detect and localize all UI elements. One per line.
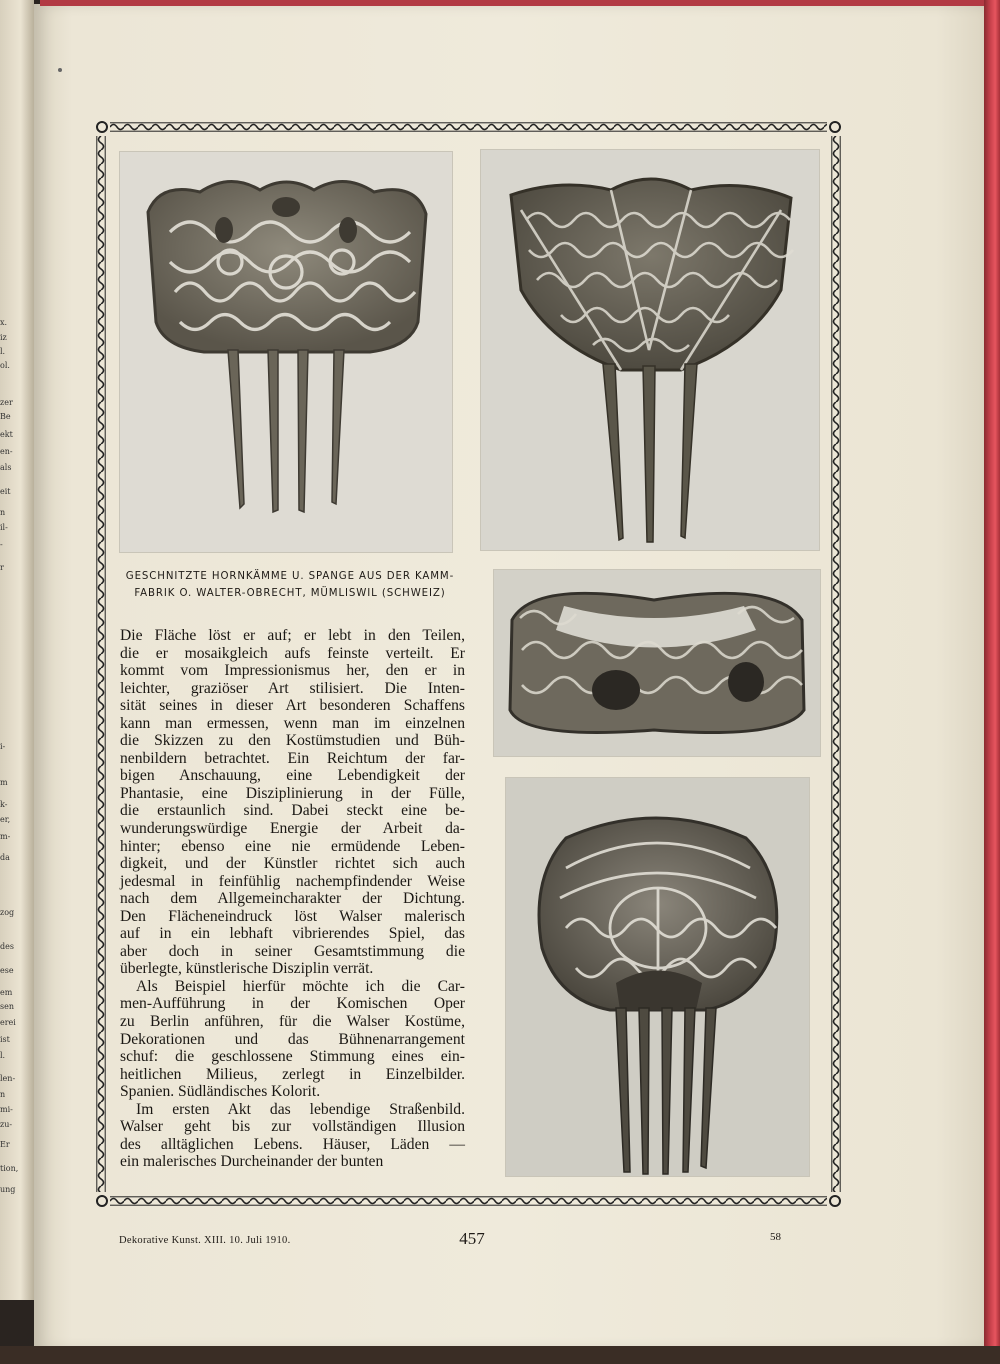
- previous-page-text-fragment: er,: [0, 815, 11, 824]
- text-line: heitlichen Milieus, zerlegt in Einzelbilder.: [120, 1065, 465, 1083]
- ink-spot: [58, 68, 62, 72]
- caption-line-2: FABRIK O. WALTER-OBRECHT, MÜMLISWIL (SCHWEIZ): [134, 588, 446, 599]
- previous-page-text-fragment: en-: [0, 447, 13, 456]
- previous-page-text-fragment: zer: [0, 398, 13, 407]
- previous-page-text-fragment: -: [0, 540, 3, 549]
- frame-corner-ornament: [96, 121, 108, 133]
- previous-page-text-fragment: ol.: [0, 361, 10, 370]
- previous-page-text-fragment: m-: [0, 832, 11, 841]
- text-line: kann man ermessen, wenn man im einzelnen: [120, 714, 465, 732]
- previous-page-text-fragment: i-: [0, 742, 6, 751]
- page-number: 457: [459, 1229, 485, 1248]
- frame-border-left: [96, 136, 106, 1192]
- frame-border-bottom: [110, 1196, 827, 1206]
- figure-caption: [120, 568, 460, 602]
- previous-page-text-fragment: da: [0, 853, 10, 862]
- text-line: die erstaunlich sind. Dabei steckt eine be-: [120, 802, 465, 820]
- text-line: die er mosaikgleich aufs feinste verteilt. Er: [120, 644, 465, 662]
- previous-page-text-fragment: zog: [0, 908, 15, 917]
- text-line: Spanien. Südländisches Kolorit.: [120, 1083, 321, 1101]
- text-line: bigen Anschauung, eine Lebendigkeit der: [120, 767, 465, 785]
- previous-page-text-fragment: ese: [0, 966, 14, 975]
- text-line: jedesmal in feinfühlig nachempfindender Weise: [120, 872, 465, 890]
- previous-page-text-fragment: ung: [0, 1185, 16, 1194]
- frame-border-right: [831, 136, 841, 1192]
- text-line: Im ersten Akt das lebendige Straßenbild.: [136, 1100, 465, 1118]
- previous-page-text-fragment: ekt: [0, 430, 13, 439]
- text-line: Phantasie, eine Disziplinierung in der Fülle,: [120, 784, 465, 802]
- previous-page-text-fragment: l.: [0, 1051, 6, 1060]
- previous-page-text-fragment: n: [0, 1090, 6, 1099]
- photo-horn-comb-four-teeth: [120, 152, 452, 552]
- text-line: schuf: die geschlossene Stimmung eines ein-: [120, 1048, 465, 1066]
- text-line: auf in ein lebhaft vibrierendes Spiel, das: [120, 925, 465, 943]
- previous-page-text-fragment: r: [0, 563, 4, 572]
- previous-page-text-fragment: Be: [0, 412, 11, 421]
- text-line: aber doch in seiner Gesamtstimmung die: [120, 942, 465, 960]
- frame-corner-ornament: [96, 1195, 108, 1207]
- previous-page-text-fragment: iz: [0, 333, 7, 342]
- previous-page-text-fragment: tion,: [0, 1164, 19, 1173]
- text-line: Als Beispiel hierfür möchte ich die Car-: [136, 977, 465, 995]
- text-line: Die Fläche löst er auf; er lebt in den Teilen,: [120, 627, 465, 644]
- previous-page-text-fragment: l.: [0, 347, 6, 356]
- text-line: kommt vom Impressionismus her, den er in: [120, 662, 465, 680]
- text-line: die Skizzen zu den Kostümstudien und Büh-: [120, 732, 465, 750]
- text-line: nach dem Allgemeincharakter der Dichtung.: [120, 890, 465, 908]
- previous-page-text-fragment: Er: [0, 1140, 10, 1149]
- text-line: Dekorationen und das Bühnenarrangement: [120, 1030, 465, 1048]
- previous-page-text-fragment: erei: [0, 1018, 16, 1027]
- previous-page-text-fragment: als: [0, 463, 12, 472]
- previous-page-text-fragment: n: [0, 508, 6, 517]
- photo-horn-bangle: [494, 570, 820, 756]
- frame-border-top: [110, 122, 827, 132]
- frame-corner-ornament: [829, 1195, 841, 1207]
- printer-signature-mark: 58: [770, 1231, 781, 1243]
- text-line: ein malerisches Durcheinander der bunten: [120, 1153, 384, 1171]
- photo-horn-comb-three-teeth: [481, 150, 819, 550]
- previous-page-text-fragment: eit: [0, 487, 11, 496]
- page-bottom-shadow: [0, 1346, 1000, 1364]
- text-line: sität seines in dieser Art besonderen Schaffens: [120, 697, 465, 715]
- text-line: zu Berlin anführen, für die Walser Kostüme,: [120, 1013, 465, 1031]
- previous-page-text-fragment: m: [0, 778, 8, 787]
- footer-journal-reference: Dekorative Kunst. XIII. 10. Juli 1910.: [119, 1235, 291, 1246]
- text-line: hinter; ebenso eine nie ermüdende Leben-: [120, 837, 465, 855]
- previous-page-text-fragment: zu-: [0, 1120, 13, 1129]
- text-line: Den Flächeneindruck löst Walser malerisch: [120, 907, 465, 925]
- previous-page-edge: [0, 0, 34, 1300]
- text-line: digkeit, und der Künstler richtet sich auch: [120, 855, 465, 873]
- previous-page-text-fragment: k-: [0, 800, 8, 809]
- frame-corner-ornament: [829, 121, 841, 133]
- previous-page-text-fragment: ist: [0, 1035, 10, 1044]
- text-line: nenbildern betrachtet. Ein Reichtum der far-: [120, 749, 465, 767]
- text-line: wunderungswürdige Energie der Arbeit da-: [120, 820, 465, 838]
- previous-page-text-fragment: mi-: [0, 1105, 13, 1114]
- previous-page-text-fragment: em: [0, 988, 13, 997]
- previous-page-text-fragment: sen: [0, 1002, 14, 1011]
- previous-page-text-fragment: des: [0, 942, 14, 951]
- caption-line-1: GESCHNITZTE HORNKÄMME U. SPANGE AUS DER KAMM-: [125, 571, 455, 582]
- binding-top: [40, 0, 1000, 6]
- text-line: überlegte, künstlerische Disziplin verrät.: [120, 960, 374, 978]
- article-text: [120, 627, 465, 1171]
- text-line: des alltäglichen Lebens. Häuser, Läden —: [120, 1135, 465, 1153]
- text-line: leichter, graziöser Art stilisiert. Die Inten-: [120, 679, 465, 697]
- book-binding: [984, 0, 1000, 1364]
- previous-page-text-fragment: il-: [0, 523, 8, 532]
- text-line: men-Aufführung in der Komischen Oper: [120, 995, 465, 1013]
- previous-page-text-fragment: len-: [0, 1074, 16, 1083]
- photo-horn-comb-five-teeth: [506, 778, 809, 1176]
- text-line: Walser geht bis zur vollständigen Illusion: [120, 1118, 465, 1136]
- previous-page-text-fragment: x.: [0, 318, 8, 327]
